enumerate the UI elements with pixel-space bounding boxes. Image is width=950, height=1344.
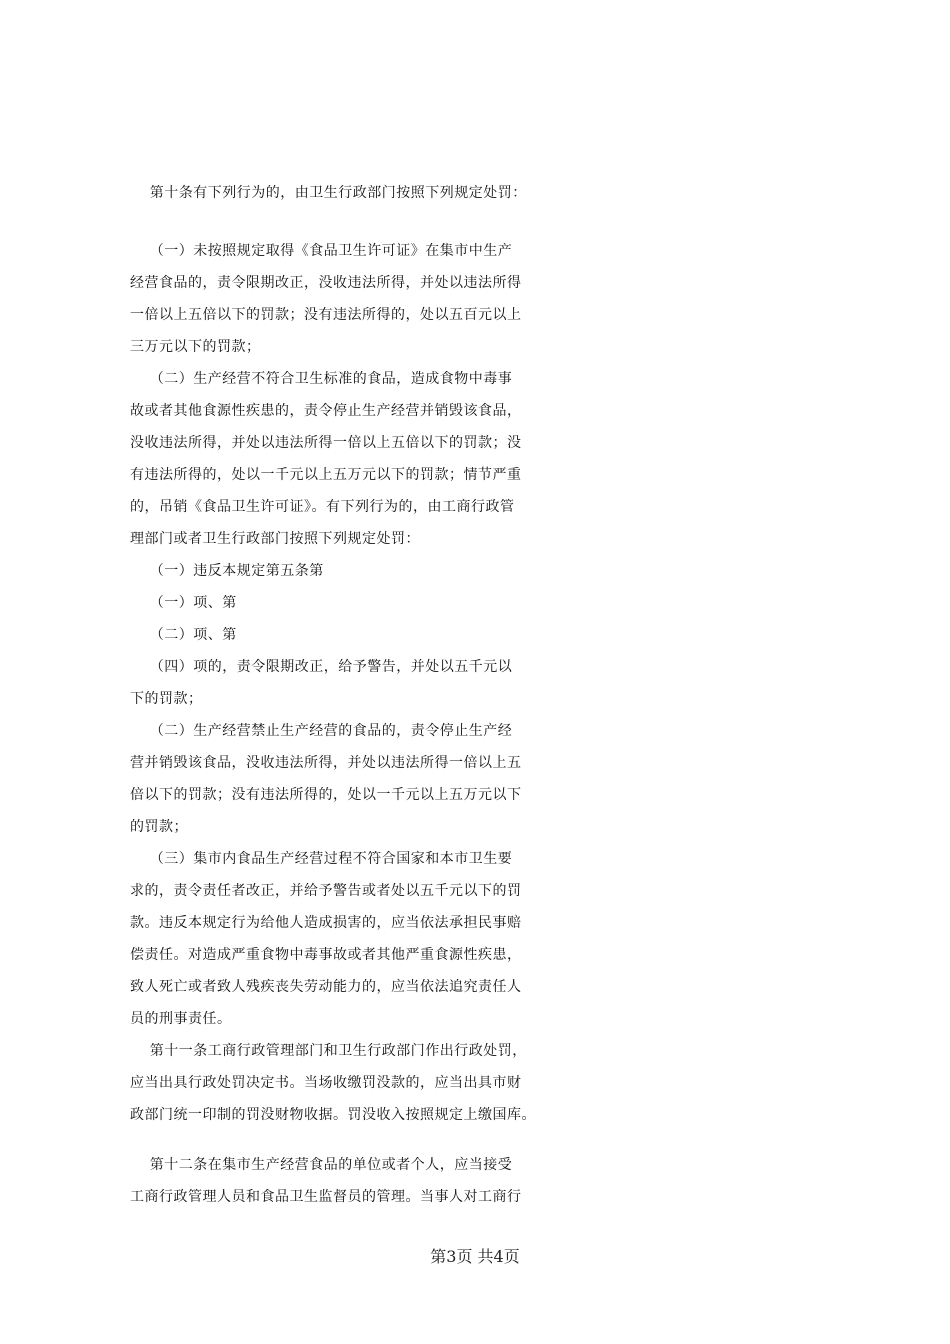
- text-line: （四）项的，责令限期改正，给予警告，并处以五千元以: [130, 659, 513, 675]
- text-line: 下的罚款；: [130, 691, 203, 707]
- text-line: 求的，责令责任者改正，并给予警告或者处以五千元以下的罚: [130, 883, 522, 899]
- text-line: （一）项、第: [130, 595, 237, 611]
- text-line: 应当出具行政处罚决定书。当场收缴罚没款的，应当出具市财: [130, 1075, 522, 1091]
- text-line: 员的刑事责任。: [130, 1011, 232, 1027]
- text-line: （一）未按照规定取得《食品卫生许可证》在集市中生产: [130, 243, 513, 259]
- text-line: 理部门或者卫生行政部门按照下列规定处罚：: [130, 531, 420, 547]
- text-line: 营并销毁该食品，没收违法所得，并处以违法所得一倍以上五: [130, 755, 522, 771]
- text-line: 第十一条工商行政管理部门和卫生行政部门作出行政处罚，: [130, 1043, 527, 1059]
- text-line: （三）集市内食品生产经营过程不符合国家和本市卫生要: [130, 851, 513, 867]
- text-line: 故或者其他食源性疾患的，责令停止生产经营并销毁该食品，: [130, 403, 522, 419]
- text-line: 的罚款；: [130, 819, 188, 835]
- text-line: 第十二条在集市生产经营食品的单位或者个人，应当接受: [130, 1157, 513, 1173]
- text-line: 政部门统一印制的罚没财物收据。罚没收入按照规定上缴国库。: [130, 1107, 536, 1123]
- text-line: 有违法所得的，处以一千元以上五万元以下的罚款；情节严重: [130, 467, 522, 483]
- text-line: 致人死亡或者致人残疾丧失劳动能力的，应当依法追究责任人: [130, 979, 522, 995]
- text-line: （二）生产经营不符合卫生标准的食品，造成食物中毒事: [130, 371, 513, 387]
- text-line: 的，吊销《食品卫生许可证》。有下列行为的，由工商行政管: [130, 499, 515, 515]
- text-line: 经营食品的，责令限期改正，没收违法所得，并处以违法所得: [130, 275, 522, 291]
- text-line: 工商行政管理人员和食品卫生监督员的管理。当事人对工商行: [130, 1189, 522, 1205]
- text-line: （一）违反本规定第五条第: [130, 563, 324, 579]
- text-line: 三万元以下的罚款；: [130, 339, 261, 355]
- text-line: 第十条有下列行为的，由卫生行政部门按照下列规定处罚：: [130, 185, 527, 201]
- text-line: 款。违反本规定行为给他人造成损害的，应当依法承担民事赔: [130, 915, 522, 931]
- text-line: 偿责任。对造成严重食物中毒事故或者其他严重食源性疾患，: [130, 947, 522, 963]
- page-footer: 第3页 共4页: [430, 1247, 520, 1266]
- text-line: 没收违法所得，并处以违法所得一倍以上五倍以下的罚款；没: [130, 435, 522, 451]
- text-line: （二）项、第: [130, 627, 237, 643]
- text-line: （二）生产经营禁止生产经营的食品的，责令停止生产经: [130, 723, 513, 739]
- text-line: 一倍以上五倍以下的罚款；没有违法所得的，处以五百元以上: [130, 307, 522, 323]
- text-line: 倍以下的罚款；没有违法所得的，处以一千元以上五万元以下: [130, 787, 522, 803]
